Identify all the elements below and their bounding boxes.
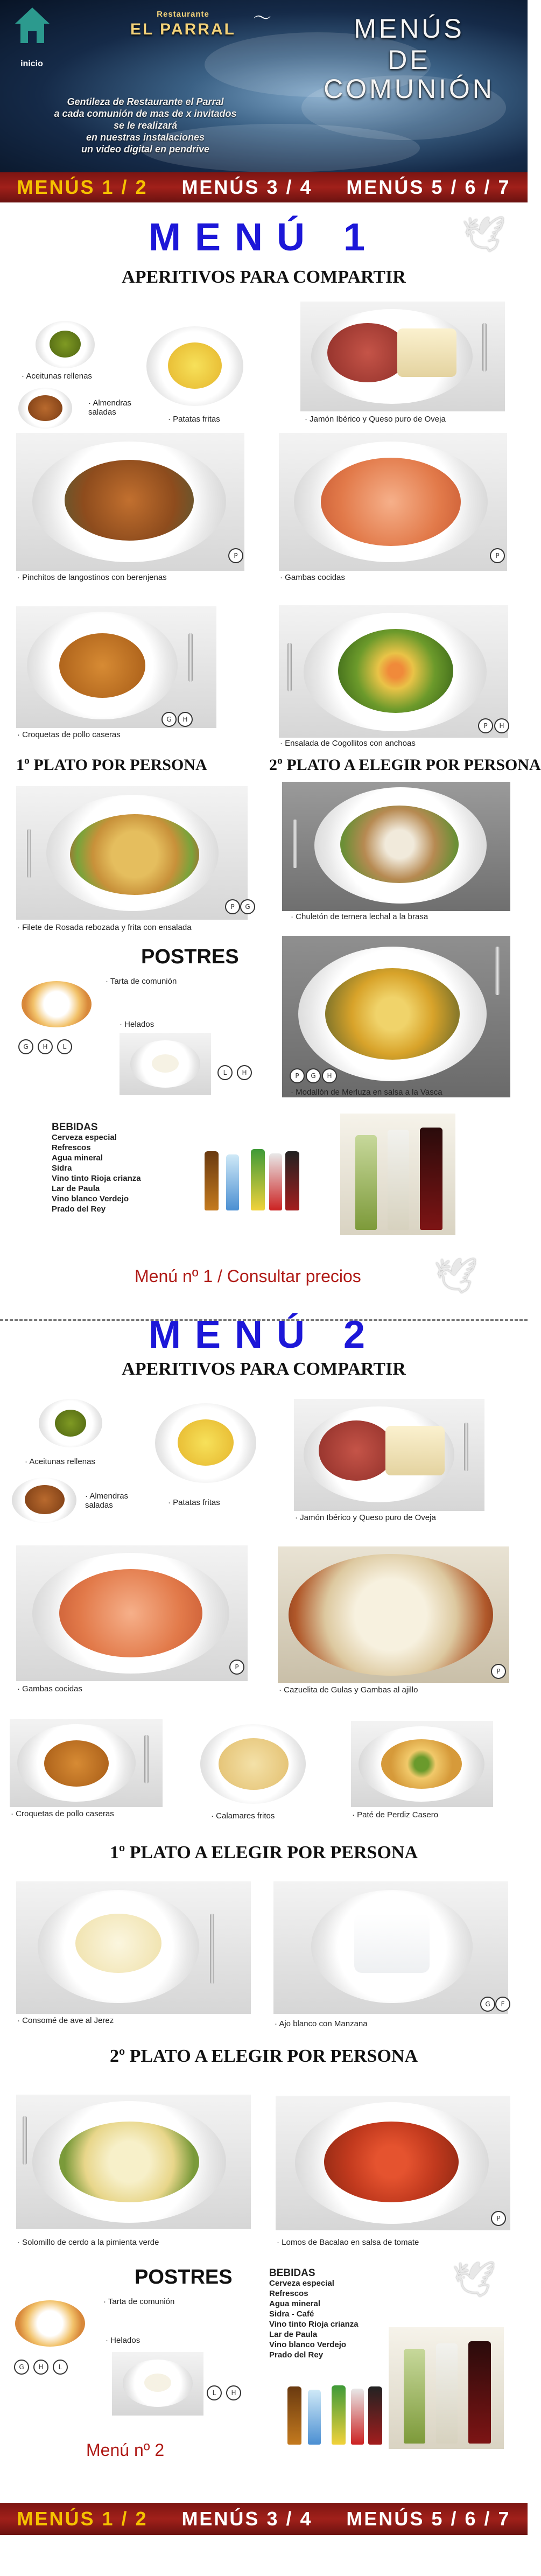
bebida-item: Vino tinto Rioja crianza <box>52 1174 141 1183</box>
menu-1-plato1-heading: 1º PLATO POR PERSONA <box>16 756 207 774</box>
caption-pinchitos: · Pinchitos de langostinos con berenjenas <box>17 573 167 582</box>
gluten-icon: G <box>18 1039 33 1054</box>
huevo-icon: H <box>38 1039 53 1054</box>
bebida-item: Vino tinto Rioja crianza <box>269 2320 359 2329</box>
menu-2-footer: Menú nº 2 <box>86 2440 165 2460</box>
caption-ensalada: · Ensalada de Cogollitos con anchoas <box>280 739 416 748</box>
allergen-badges-tarta <box>18 1039 72 1054</box>
seagull-icon: 〜 <box>253 8 271 29</box>
caption-calamares: · Calamares fritos <box>211 1811 275 1821</box>
huevo-icon: H <box>237 1065 252 1080</box>
dove-icon: 🕊 <box>452 2260 496 2300</box>
nav-menus-5-6-7[interactable]: MENÚS 5 / 6 / 7 <box>346 2508 511 2530</box>
photo-solomillo <box>16 2095 251 2229</box>
caption-helados: · Helados <box>120 1020 154 1029</box>
intro-line: a cada comunión de mas de x invitados <box>54 108 237 119</box>
header-title-line-1: MENÚS <box>354 13 465 44</box>
photo-aceitunas <box>36 1397 106 1450</box>
menu-1-aperitivos-heading: APERITIVOS PARA COMPARTIR <box>122 267 406 287</box>
menu-2-postres-heading: POSTRES <box>135 2266 233 2288</box>
caption-jamon: · Jamón Ibérico y Queso puro de Oveja <box>295 1513 436 1522</box>
allergen-badges-helados <box>217 1065 252 1080</box>
huevo-icon: H <box>226 2385 241 2400</box>
photo-helados <box>112 2352 203 2416</box>
menu-1-bebidas <box>52 1122 141 1214</box>
caption-helados: · Helados <box>106 2336 140 2345</box>
intro-line: Gentileza de Restaurante el Parral <box>67 96 224 107</box>
caption-tarta: · Tarta de comunión <box>103 2297 174 2306</box>
photo-almendras <box>10 1474 80 1526</box>
photo-vinos <box>340 1114 455 1235</box>
menu-1-title: MENÚ 1 <box>148 216 380 259</box>
photo-aceitunas <box>32 319 97 370</box>
menu-1-postres-heading: POSTRES <box>141 946 239 968</box>
menu-1-plato2-heading: 2º PLATO A ELEGIR POR PERSONA <box>269 756 541 774</box>
nav-menus-5-6-7[interactable]: MENÚS 5 / 6 / 7 <box>346 176 511 198</box>
bebida-item: Sidra - Café <box>269 2309 314 2319</box>
lacteos-icon: L <box>53 2360 68 2375</box>
bebida-item: Vino blanco Verdejo <box>269 2340 347 2349</box>
photo-vinos <box>389 2327 504 2449</box>
nav-menus-3-4[interactable]: MENÚS 3 / 4 <box>181 2508 313 2530</box>
caption-solomillo: · Solomillo de cerdo a la pimienta verde <box>17 2238 159 2247</box>
caption-gambas: · Gambas cocidas <box>280 573 345 582</box>
bebida-item: Cerveza especial <box>269 2279 334 2288</box>
caption-almendras: · Almendras saladas <box>85 1492 134 1510</box>
photo-tarta <box>16 974 97 1033</box>
photo-ensalada: P H <box>279 605 508 738</box>
bebidas-heading: BEBIDAS <box>269 2267 315 2279</box>
photo-patatas <box>141 321 249 411</box>
menu-2-bebidas <box>269 2268 359 2360</box>
caption-ajoblanco: · Ajo blanco con Manzana <box>275 2019 368 2028</box>
photo-consome <box>16 1881 251 2014</box>
caption-jamon: · Jamón Ibérico y Queso puro de Oveja <box>305 415 446 424</box>
logo-restaurante: Restaurante <box>157 10 209 19</box>
header-title-line-3: COMUNIÓN <box>324 74 495 104</box>
photo-bacalao: P <box>276 2096 510 2230</box>
caption-patatas: · Patatas fritas <box>168 415 220 424</box>
photo-helados <box>120 1033 211 1095</box>
caption-tarta: · Tarta de comunión <box>106 977 177 986</box>
bebida-item: Agua mineral <box>52 1153 103 1163</box>
gluten-icon: G <box>14 2360 29 2375</box>
caption-aceitunas: · Aceitunas rellenas <box>22 372 92 381</box>
photo-gulas: P <box>278 1546 509 1683</box>
photo-refrescos <box>199 1144 307 1214</box>
intro-text <box>11 96 280 155</box>
lacteos-icon: L <box>207 2385 222 2400</box>
caption-gambas: · Gambas cocidas <box>17 1684 82 1693</box>
photo-tarta <box>10 2294 90 2352</box>
menu-2-aperitivos-heading: APERITIVOS PARA COMPARTIR <box>122 1359 406 1379</box>
menu-nav-top <box>0 172 528 202</box>
photo-pate <box>351 1721 493 1807</box>
intro-line: se le realizará <box>113 120 178 131</box>
bebida-item: Sidra <box>52 1164 72 1173</box>
caption-almendras: · Almendras saladas <box>88 398 137 417</box>
home-label: inicio <box>20 59 43 68</box>
dove-icon: 🕊 <box>434 1256 478 1296</box>
menu-2-plato2-heading: 2º PLATO A ELEGIR POR PERSONA <box>109 2046 418 2066</box>
header-banner <box>0 0 528 172</box>
photo-croquetas: G H <box>16 606 216 728</box>
photo-modalion: P G H <box>282 936 510 1097</box>
menu-nav-bottom <box>0 2503 528 2535</box>
photo-chuleton <box>282 782 510 911</box>
bebida-item: Lar de Paula <box>52 1184 100 1193</box>
logo-name: EL PARRAL <box>130 20 236 38</box>
caption-gulas: · Cazuelita de Gulas y Gambas al ajillo <box>279 1685 418 1695</box>
intro-line: en nuestras instalaciones <box>86 132 205 143</box>
home-button[interactable] <box>8 8 56 66</box>
photo-croquetas <box>10 1719 163 1807</box>
header-title-line-2: DE <box>388 45 431 75</box>
caption-pate: · Paté de Perdiz Casero <box>352 1810 438 1819</box>
photo-gambas: P <box>16 1545 248 1681</box>
bebida-item: Prado del Rey <box>52 1205 106 1214</box>
caption-bacalao: · Lomos de Bacalao en salsa de tomate <box>277 2238 419 2247</box>
huevo-icon: H <box>33 2360 48 2375</box>
home-icon <box>15 8 50 24</box>
bebida-item: Vino blanco Verdejo <box>52 1194 129 1203</box>
bebida-item: Refrescos <box>269 2289 308 2298</box>
nav-menus-1-2[interactable]: MENÚS 1 / 2 <box>17 176 148 198</box>
bebida-item: Prado del Rey <box>269 2350 324 2360</box>
caption-chuleton: · Chuletón de ternera lechal a la brasa <box>291 912 428 921</box>
photo-refrescos <box>280 2380 388 2448</box>
caption-croquetas: · Croquetas de pollo caseras <box>17 730 121 739</box>
home-icon-door <box>28 31 37 43</box>
photo-calamares <box>195 1719 312 1809</box>
bebida-item: Agua mineral <box>269 2299 321 2308</box>
menu-2-plato1-heading: 1º PLATO A ELEGIR POR PERSONA <box>109 1843 418 1863</box>
menu-2-title: MENÚ 2 <box>148 1313 380 1356</box>
allergen-badges-helados <box>207 2385 241 2400</box>
photo-patatas <box>150 1398 262 1488</box>
photo-jamon <box>294 1399 484 1511</box>
nav-menus-3-4[interactable]: MENÚS 3 / 4 <box>181 176 313 198</box>
bebida-item: Refrescos <box>52 1143 91 1152</box>
photo-ajoblanco: G F <box>273 1881 508 2014</box>
lacteos-icon: L <box>57 1039 72 1054</box>
photo-jamon <box>300 302 505 411</box>
photo-almendras <box>16 386 75 431</box>
photo-gambas: P <box>279 433 507 571</box>
menu-1-footer: Menú nº 1 / Consultar precios <box>135 1266 361 1286</box>
caption-croquetas: · Croquetas de pollo caseras <box>11 1809 114 1818</box>
bebidas-heading: BEBIDAS <box>52 1122 98 1133</box>
photo-filete: P G <box>16 786 248 920</box>
nav-menus-1-2[interactable]: MENÚS 1 / 2 <box>17 2508 148 2530</box>
caption-patatas: · Patatas fritas <box>168 1498 220 1507</box>
caption-modalion: · Modallón de Merluza en salsa a la Vasca <box>291 1088 442 1097</box>
lacteos-icon: L <box>217 1065 233 1080</box>
dove-icon: 🕊 <box>462 215 506 255</box>
caption-consome: · Consomé de ave al Jerez <box>17 2016 114 2025</box>
photo-pinchitos: P <box>16 433 244 571</box>
intro-line: un video digital en pendrive <box>81 144 210 155</box>
caption-aceitunas: · Aceitunas rellenas <box>25 1457 95 1466</box>
bebida-item: Lar de Paula <box>269 2330 318 2339</box>
bebida-item: Cerveza especial <box>52 1133 117 1142</box>
caption-filete: · Filete de Rosada rebozada y frita con ensalada <box>17 923 192 932</box>
allergen-badges-tarta <box>14 2360 68 2375</box>
